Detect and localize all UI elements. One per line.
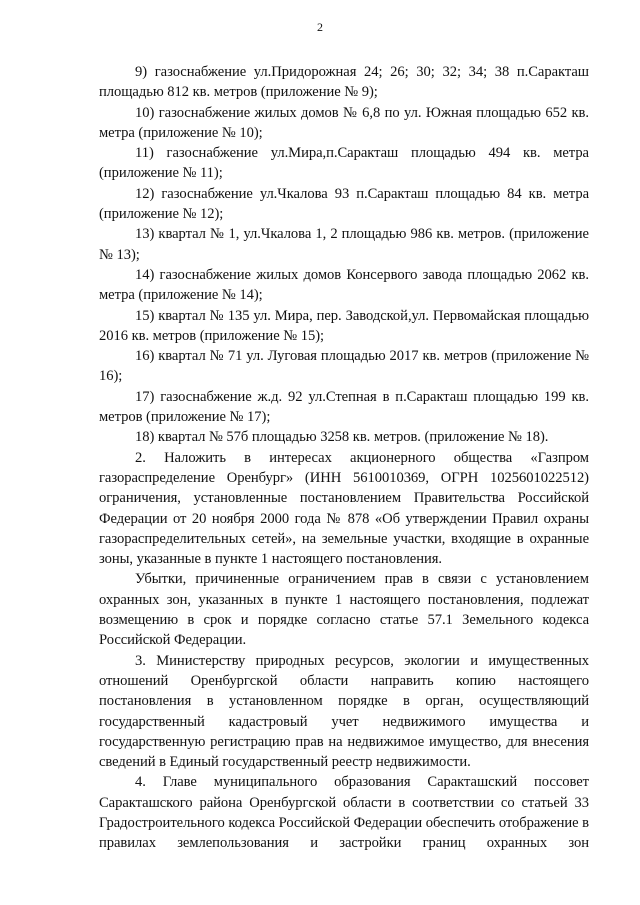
- paragraph-section-3: 3. Министерству природных ресурсов, экологии и имущественных отношений Оренбургской области направить копию настоящего постановления в установленном порядке в орган, осуществляющий государственный кадастровый учет недвижимого имущества и государственную регистрацию прав на недвижимое имущество, для внесения сведений в Единый государственный реестр недвижимости.: [99, 652, 589, 771]
- paragraph-item-10: 10) газоснабжение жилых домов № 6,8 по ул. Южная площадью 652 кв. метра (приложение № 10);: [99, 104, 589, 141]
- page-number: 2: [317, 20, 323, 34]
- paragraph-item-18: 18) квартал № 57б площадью 3258 кв. метров. (приложение № 18).: [135, 429, 549, 446]
- paragraph-item-17: 17) газоснабжение ж.д. 92 ул.Степная в п.Саракташ площадью 199 кв. метров (приложение № 17);: [99, 388, 589, 426]
- paragraph-item-14: 14) газоснабжение жилых домов Консервого завода площадью 2062 кв. метра (приложение № 14);: [99, 266, 589, 304]
- paragraph-item-13: 13) квартал № 1, ул.Чкалова 1, 2 площадью 986 кв. метров. (приложение № 13);: [99, 226, 589, 263]
- paragraph-losses: Убытки, причиненные ограничением прав в связи с установлением охранных зон, указанных в пункте 1 настоящего постановления, подлежат возмещению в срок и порядке согласно статье 57.1 Земельного кодекса Российской Федерации.: [99, 571, 589, 649]
- paragraph-item-9: 9) газоснабжение ул.Придорожная 24; 26; 30; 32; 34; 38 п.Саракташ площадью 812 кв. метров (приложение № 9);: [99, 64, 589, 101]
- paragraph-section-2: 2. Наложить в интересах акционерного общества «Газпром газораспределение Оренбург» (ИНН 5610010369, ОГРН 1025601022512) ограничения, установленные постановлением Правительства Российской Федерации от 20 ноября 2000 года № 878 «Об утверждении Правил охраны газораспределительных сетей», на земельные участки, входящие в охранные зоны, указанные в пункте 1 настоящего постановления.: [99, 449, 589, 568]
- paragraph-section-4: 4. Главе муниципального образования Саракташский поссовет Саракташского района Оренбургской области в соответствии со статьей 33 Градостроительного кодекса Российской Федерации обеспечить отображение в правилах землепользования и застройки границ охранных зон: [99, 774, 589, 852]
- paragraph-item-15: 15) квартал № 135 ул. Мира, пер. Заводской,ул. Первомайская площадью 2016 кв. метров (приложение № 15);: [99, 307, 589, 344]
- paragraph-item-12: 12) газоснабжение ул.Чкалова 93 п.Саракташ площадью 84 кв. метра (приложение № 12);: [99, 185, 589, 223]
- paragraph-item-16: 16) квартал № 71 ул. Луговая площадью 2017 кв. метров (приложение № 16);: [99, 348, 589, 385]
- paragraph-item-11: 11) газоснабжение ул.Мира,п.Саракташ площадью 494 кв. метра (приложение № 11);: [99, 145, 589, 182]
- document-body: [99, 62, 589, 854]
